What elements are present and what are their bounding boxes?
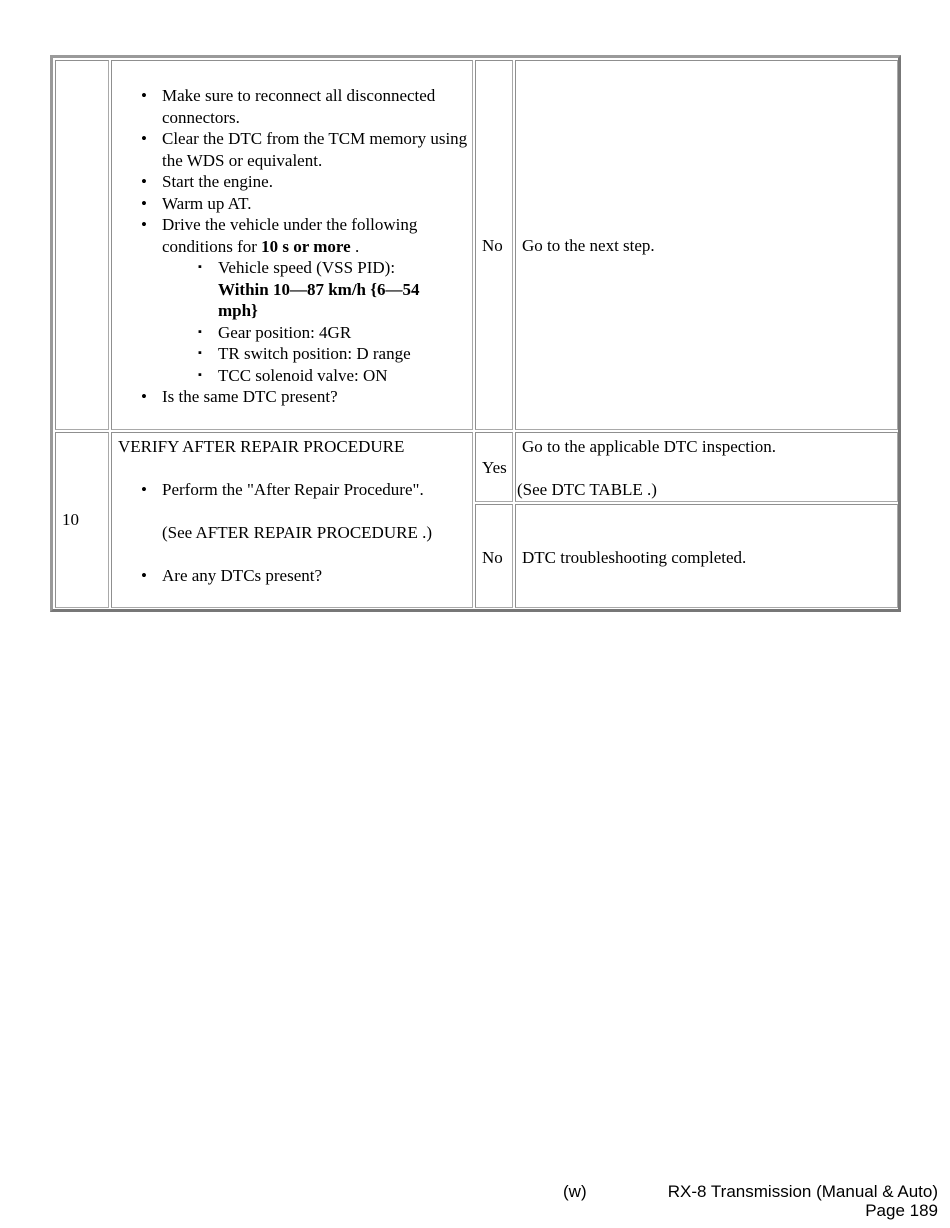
- yes-action-text: Go to the applicable DTC inspection.: [522, 437, 776, 456]
- result-yes: Yes: [482, 458, 507, 477]
- no-action-text: DTC troubleshooting completed.: [522, 548, 747, 567]
- list-item: • Make sure to reconnect all disconnected connectors.: [112, 85, 474, 128]
- list-item: • Perform the "After Repair Procedure". (See AFTER REPAIR PROCEDURE .): [112, 479, 474, 544]
- speed-value: Within 10—87 km/h {6—54 mph}: [218, 279, 420, 320]
- yes-see-reference: (See DTC TABLE .): [517, 480, 657, 499]
- result-cell: [475, 504, 513, 608]
- step-heading: VERIFY AFTER REPAIR PROCEDURE: [118, 437, 405, 456]
- result-no: No: [482, 548, 503, 567]
- page-number: Page 189: [865, 1201, 938, 1220]
- result-no: No: [482, 236, 503, 255]
- next-action-text: Go to the next step.: [522, 236, 655, 255]
- list-item: • Start the engine.: [112, 171, 474, 193]
- next-action-cell: [515, 60, 898, 430]
- step-cell: [55, 432, 109, 608]
- footer-title: RX-8 Transmission (Manual & Auto): [667, 1182, 938, 1201]
- step-cell: [55, 60, 109, 430]
- result-cell: [475, 432, 513, 502]
- action-cell: [111, 432, 473, 608]
- step-number: 10: [62, 510, 79, 529]
- list-item: • Warm up AT.: [112, 193, 474, 215]
- see-reference: (See AFTER REPAIR PROCEDURE .): [162, 523, 432, 542]
- list-item: • Clear the DTC from the TCM memory using the WDS or equivalent.: [112, 128, 474, 171]
- condition-item: ▪ TR switch position: D range: [112, 343, 474, 365]
- list-item: • Are any DTCs present?: [112, 565, 474, 587]
- next-action-cell: [515, 504, 898, 608]
- condition-item: ▪ Vehicle speed (VSS PID): Within 10—87 km/h {6—54 mph}: [112, 257, 474, 322]
- procedure-list: [112, 85, 474, 408]
- procedure-list: [112, 479, 474, 587]
- action-cell: [111, 60, 473, 430]
- list-item: • Is the same DTC present?: [112, 386, 474, 408]
- result-cell: [475, 60, 513, 430]
- condition-item: ▪ Gear position: 4GR: [112, 322, 474, 344]
- footer-code: (w): [563, 1182, 587, 1201]
- troubleshooting-table: [50, 55, 901, 612]
- list-item: • Drive the vehicle under the following conditions for 10 s or more .: [112, 214, 474, 257]
- condition-item: ▪ TCC solenoid valve: ON: [112, 365, 474, 387]
- duration-text: 10 s or more: [261, 236, 351, 256]
- next-action-cell: [515, 432, 898, 502]
